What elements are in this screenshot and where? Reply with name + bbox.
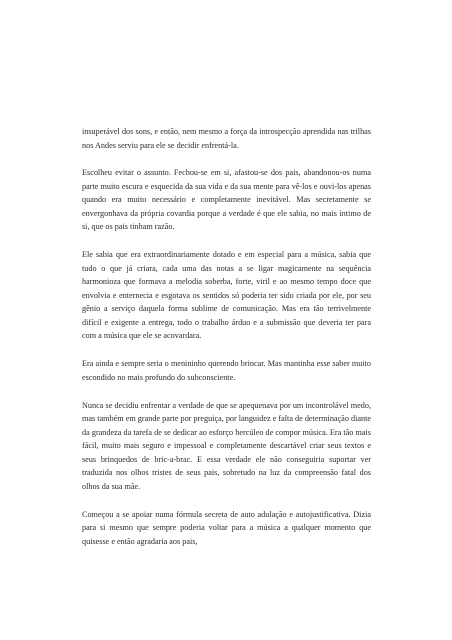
- paragraph-4: Era ainda e sempre seria o menininho querendo brincar. Mas mantinha esse saber muito escondido no mais profundo do subconsciente.: [82, 359, 371, 382]
- paragraph-3: Ele sabia que era extraordinariamente dotado e em especial para a música, sabia que tudo o que já criara, cada uma das notas a se ligar magicamente na sequência harmonioza que formava a melodia soberba, forte, viril e ao mesmo tempo doce que envolvia e enternecia e esgotava os sentidos só poderia ter sido criada por ele, por seu gênio a serviço daquela forma sublime de comunicação. Mas era tão terrivelmente difícil e exigente a entrega, todo o trabalho árduo e a submissão que deveria ter para com a música que ele se acovardara.: [82, 250, 371, 341]
- paragraph-2: Escolheu evitar o assunto. Fechou-se em si, afastou-se dos pais, abandonou-os numa parte muito escura e esquecida da sua vida e da sua mente para vê-los e ouvi-los apenas quando era muito necessário e completamente inevitável. Mas secretamente se envergonhava da própria covardia porque a verdade é que ele sabia, no mais íntimo de si, que os pais tinham razão.: [82, 168, 371, 232]
- paragraph-6: Começou a se apoiar numa fórmula secreta de auto adulação e autojustificativa. Dizia para si mesmo que sempre poderia voltar para a música a qualquer momento que quisesse e então agradaria aos pais,: [82, 509, 371, 546]
- paragraph-1: insuperável dos sons, e então, nem mesmo a força da introspecção aprendida nas trilhas nos Andes serviu para ele se decidir enfrentá-la.: [82, 127, 371, 150]
- body-text: [82, 125, 371, 548]
- paragraph-5: Nunca se decidiu enfrentar a verdade de que se apequenava por um incontrolável medo, mas também em grande parte por preguiça, por languidez e falta de determinação diante da grandeza da tarefa de se dedicar ao esforço hercúleo de compor música. Era tão mais fácil, muito mais seguro e impessoal e completamente descartável criar seus textos e seus brinquedos de bric-a-brac. E essa verdade ele não conseguiria suportar ver traduzida nos olhos tristes de seus pais, sobretudo na luz da compreensão fatal dos olhos da sua mãe.: [82, 400, 371, 491]
